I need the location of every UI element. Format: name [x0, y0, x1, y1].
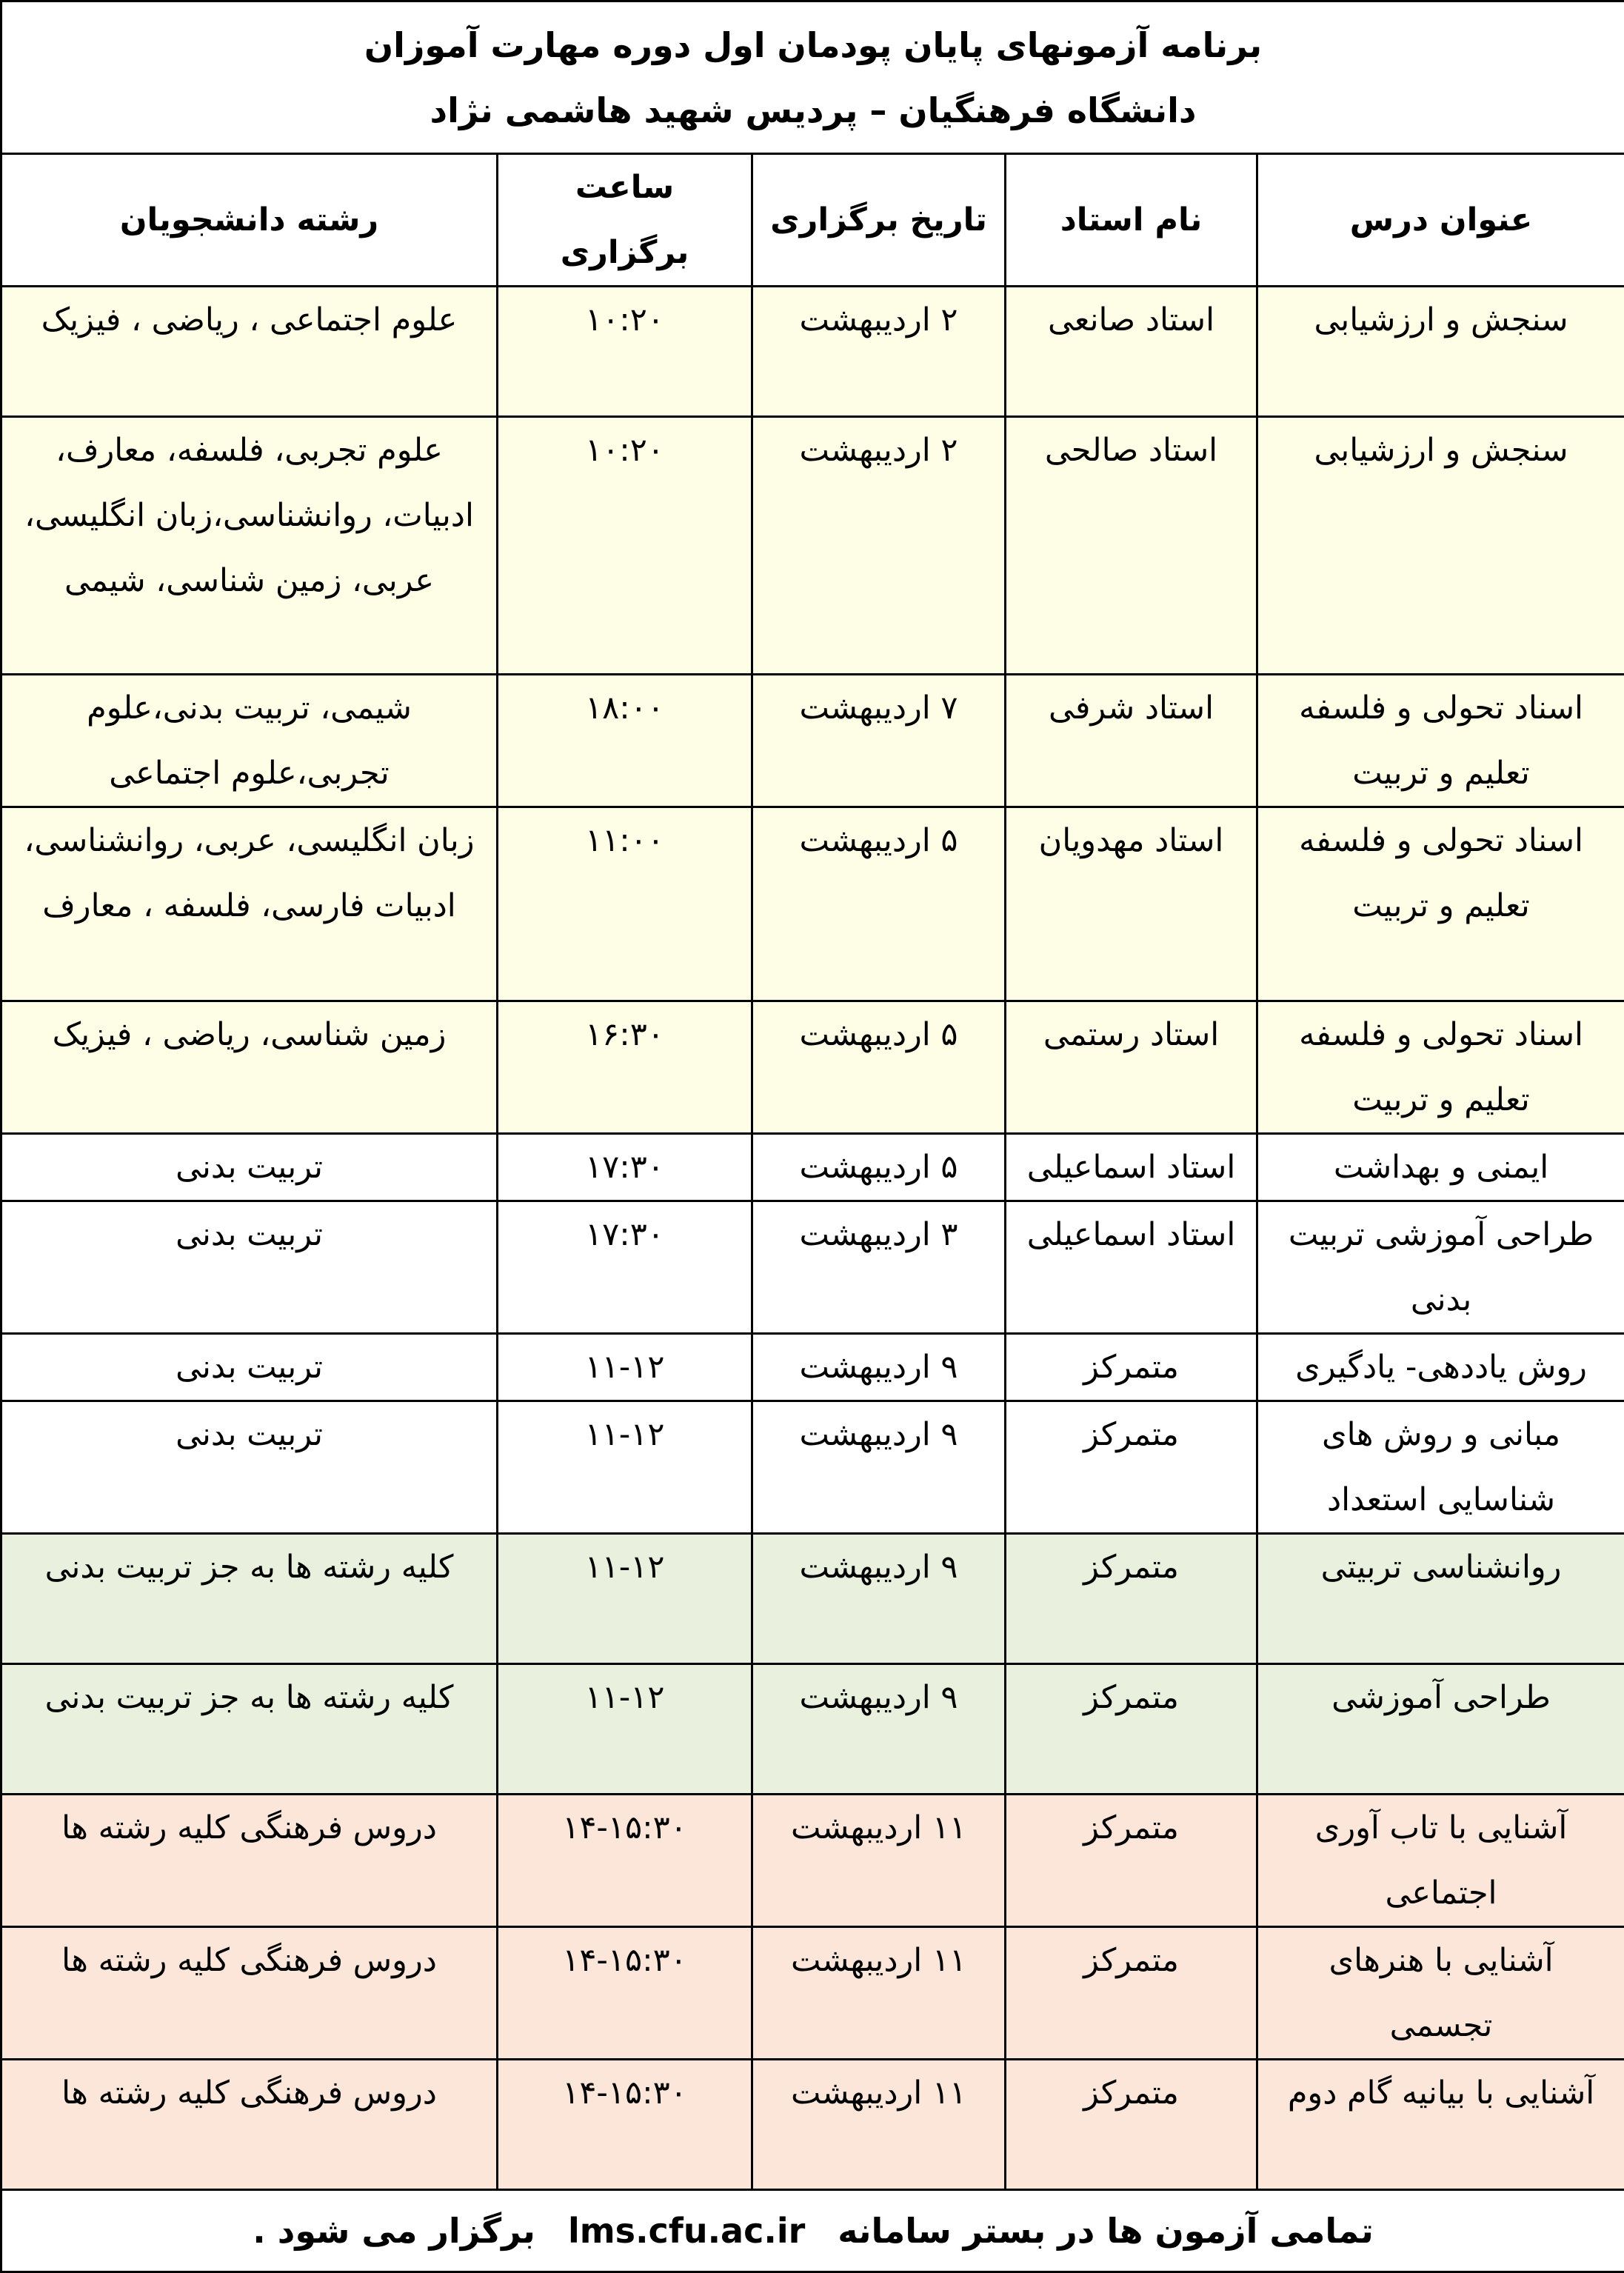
- time-cell: ۱۸:۰۰: [498, 675, 752, 807]
- teacher-cell: متمرکز: [1006, 1401, 1257, 1534]
- table-row: [1, 1927, 1624, 2060]
- date-cell: ۹ اردیبهشت: [752, 1401, 1006, 1534]
- course-cell: ایمنی و بهداشت: [1257, 1134, 1624, 1201]
- time-cell: ۱۴-۱۵:۳۰: [498, 1795, 752, 1927]
- table-row: [1, 1795, 1624, 1927]
- column-header-row: [1, 154, 1624, 287]
- table-row: [1, 417, 1624, 675]
- column-header-date: تاریخ برگزاری: [752, 154, 1006, 287]
- footer-cell: [1, 2190, 1624, 2272]
- teacher-cell: متمرکز: [1006, 1534, 1257, 1664]
- course-cell: آشنایی با تاب آوری اجتماعی: [1257, 1795, 1624, 1927]
- table-row: [1, 1401, 1624, 1534]
- date-cell: ۱۱ اردیبهشت: [752, 1927, 1006, 2060]
- course-cell: آشنایی با هنرهای تجسمی: [1257, 1927, 1624, 2060]
- time-cell: ۱۷:۳۰: [498, 1201, 752, 1334]
- course-cell: آشنایی با بیانیه گام دوم: [1257, 2060, 1624, 2190]
- footer-text-after: برگزار می شود .: [253, 2191, 535, 2271]
- course-cell: سنجش و ارزشیابی: [1257, 417, 1624, 675]
- column-header-fields: رشته دانشجویان: [1, 154, 498, 287]
- date-cell: ۵ اردیبهشت: [752, 807, 1006, 1001]
- table-row: [1, 287, 1624, 417]
- teacher-cell: استاد رستمی: [1006, 1001, 1257, 1134]
- title-line-1: برنامه آزمونهای پایان پودمان اول دوره مهارت آموزان: [2, 13, 1624, 78]
- time-cell: ۱۶:۳۰: [498, 1001, 752, 1134]
- course-cell: سنجش و ارزشیابی: [1257, 287, 1624, 417]
- time-cell: ۱۷:۳۰: [498, 1134, 752, 1201]
- teacher-cell: استاد مهدویان: [1006, 807, 1257, 1001]
- teacher-cell: استاد اسماعیلی: [1006, 1201, 1257, 1334]
- course-cell: طراحی آموزشی تربیت بدنی: [1257, 1201, 1624, 1334]
- teacher-cell: متمرکز: [1006, 2060, 1257, 2190]
- date-cell: ۲ اردیبهشت: [752, 287, 1006, 417]
- footer-url: lms.cfu.ac.ir: [568, 2191, 805, 2271]
- course-cell: روانشناسی تربیتی: [1257, 1534, 1624, 1664]
- time-cell: ۱۱-۱۲: [498, 1401, 752, 1534]
- column-header-teacher: نام استاد: [1006, 154, 1257, 287]
- date-cell: ۲ اردیبهشت: [752, 417, 1006, 675]
- date-cell: ۱۱ اردیبهشت: [752, 1795, 1006, 1927]
- title-row: [1, 1, 1624, 154]
- date-cell: ۳ اردیبهشت: [752, 1201, 1006, 1334]
- fields-cell: دروس فرهنگی کلیه رشته ها: [1, 2060, 498, 2190]
- time-cell: ۱۴-۱۵:۳۰: [498, 1927, 752, 2060]
- teacher-cell: متمرکز: [1006, 1334, 1257, 1401]
- table-row: [1, 675, 1624, 807]
- footer-row: [1, 2190, 1624, 2272]
- time-cell: ۱۱-۱۲: [498, 1334, 752, 1401]
- table-row: [1, 2060, 1624, 2190]
- fields-cell: زبان انگلیسی، عربی، روانشناسی، ادبیات فارسی، فلسفه ، معارف: [1, 807, 498, 1001]
- table-row: [1, 1534, 1624, 1664]
- fields-cell: زمین شناسی، ریاضی ، فیزیک: [1, 1001, 498, 1134]
- time-cell: ۱۴-۱۵:۳۰: [498, 2060, 752, 2190]
- fields-cell: تربیت بدنی: [1, 1134, 498, 1201]
- table-row: [1, 1001, 1624, 1134]
- time-cell: ۱۱-۱۲: [498, 1534, 752, 1664]
- time-cell: ۱۰:۲۰: [498, 417, 752, 675]
- time-cell: ۱۱:۰۰: [498, 807, 752, 1001]
- table-row: [1, 807, 1624, 1001]
- time-cell: ۱۱-۱۲: [498, 1664, 752, 1795]
- course-cell: اسناد تحولی و فلسفه تعلیم و تربیت: [1257, 1001, 1624, 1134]
- fields-cell: تربیت بدنی: [1, 1201, 498, 1334]
- table-row: [1, 1664, 1624, 1795]
- column-header-time: ساعت برگزاری: [498, 154, 752, 287]
- course-cell: روش یاددهی- یادگیری: [1257, 1334, 1624, 1401]
- time-cell: ۱۰:۲۰: [498, 287, 752, 417]
- fields-cell: کلیه رشته ها به جز تربیت بدنی: [1, 1534, 498, 1664]
- column-header-course: عنوان درس: [1257, 154, 1624, 287]
- course-cell: اسناد تحولی و فلسفه تعلیم و تربیت: [1257, 807, 1624, 1001]
- table-row: [1, 1334, 1624, 1401]
- fields-cell: دروس فرهنگی کلیه رشته ها: [1, 1927, 498, 2060]
- date-cell: ۱۱ اردیبهشت: [752, 2060, 1006, 2190]
- date-cell: ۵ اردیبهشت: [752, 1134, 1006, 1201]
- course-cell: اسناد تحولی و فلسفه تعلیم و تربیت: [1257, 675, 1624, 807]
- teacher-cell: متمرکز: [1006, 1927, 1257, 2060]
- table-row: [1, 1201, 1624, 1334]
- date-cell: ۹ اردیبهشت: [752, 1534, 1006, 1664]
- course-cell: مبانی و روش های شناسایی استعداد: [1257, 1401, 1624, 1534]
- fields-cell: دروس فرهنگی کلیه رشته ها: [1, 1795, 498, 1927]
- date-cell: ۹ اردیبهشت: [752, 1664, 1006, 1795]
- fields-cell: تربیت بدنی: [1, 1401, 498, 1534]
- teacher-cell: متمرکز: [1006, 1664, 1257, 1795]
- date-cell: ۵ اردیبهشت: [752, 1001, 1006, 1134]
- fields-cell: شیمی، تربیت بدنی،علوم تجربی،علوم اجتماعی: [1, 675, 498, 807]
- date-cell: ۷ اردیبهشت: [752, 675, 1006, 807]
- teacher-cell: استاد شرفی: [1006, 675, 1257, 807]
- teacher-cell: استاد اسماعیلی: [1006, 1134, 1257, 1201]
- title-cell: [1, 1, 1624, 154]
- table-row: [1, 1134, 1624, 1201]
- fields-cell: علوم اجتماعی ، ریاضی ، فیزیک: [1, 287, 498, 417]
- course-cell: طراحی آموزشی: [1257, 1664, 1624, 1795]
- fields-cell: کلیه رشته ها به جز تربیت بدنی: [1, 1664, 498, 1795]
- fields-cell: تربیت بدنی: [1, 1334, 498, 1401]
- date-cell: ۹ اردیبهشت: [752, 1334, 1006, 1401]
- teacher-cell: استاد صانعی: [1006, 287, 1257, 417]
- title-line-2: دانشگاه فرهنگیان – پردیس شهید هاشمی نژاد: [2, 78, 1624, 143]
- footer-text-before: تمامی آزمون ها در بستر سامانه: [838, 2191, 1373, 2271]
- fields-cell: علوم تجربی، فلسفه، معارف، ادبیات، روانشناسی،زبان انگلیسی، عربی، زمین شناسی، شیمی: [1, 417, 498, 675]
- teacher-cell: متمرکز: [1006, 1795, 1257, 1927]
- teacher-cell: استاد صالحی: [1006, 417, 1257, 675]
